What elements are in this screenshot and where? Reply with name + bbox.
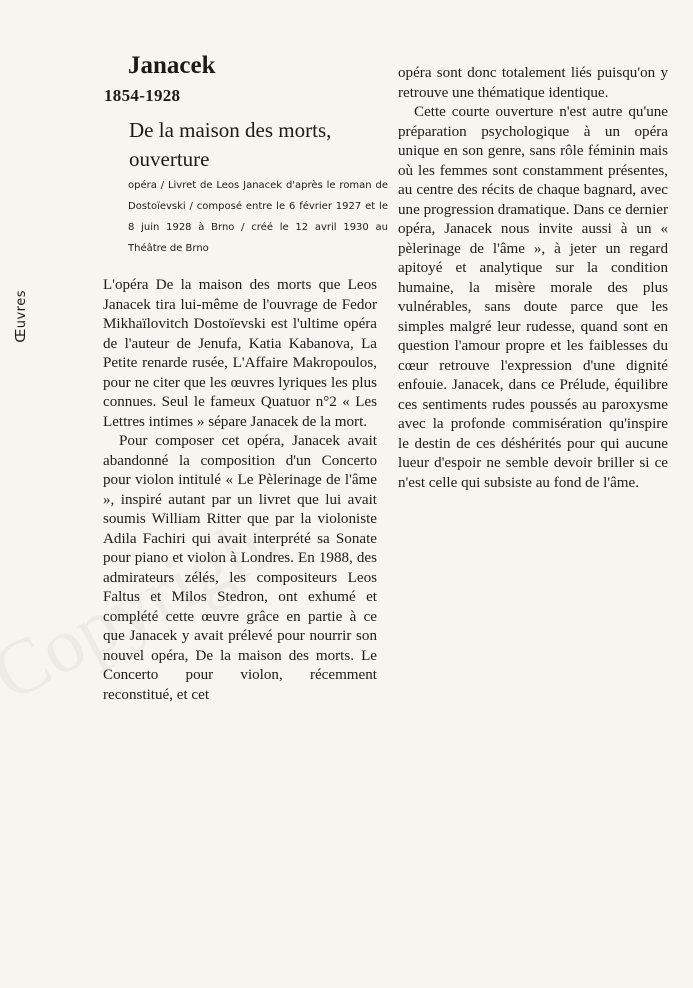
- composer-name: Janacek: [128, 52, 216, 79]
- paragraph: opéra sont donc totalement liés puisqu'on y retrouve une thématique identique.: [398, 65, 668, 101]
- paragraph: Cette courte ouverture n'est autre qu'une préparation psychologique à un opéra unique en son genre, sans rôle féminin mais où les femmes sont constamment présentes, au centre des récits de chaque bagnard, avec une progression dramatique. Dans ce dernier opéra, Janacek nous invite aussi à un « pèlerinage de l'âme », à jeter un regard apitoyé et analytique sur la condition humaine, la misère morale des plus vulnérables, sans doute parce que les simples malgré leur rudesse, quand sont en question l'amour propre et les faiblesses du cœur retrouve l'expression d'une dignité enfouie. Janacek, dans ce Prélude, équilibre ces sentiments rudes poussés au paroxysme avec la profonde commisération qu'inspire le destin de ces déshérités pour qui aucune lueur d'espoir ne semble devoir briller si ce n'est celle qui subsiste au fond de l'âme.: [398, 104, 668, 491]
- work-info: opéra / Livret de Leos Janacek d'après le roman de Dostoïevski / composé entre le 6 février 1927 et le 8 juin 1928 à Brno / créé le 12 avril 1930 au Théâtre de Brno: [128, 180, 388, 254]
- right-text-column: [398, 64, 668, 493]
- work-title: De la maison des morts, ouverture: [129, 118, 332, 171]
- section-side-label: Œuvres: [14, 290, 29, 343]
- paragraph: Pour composer cet opéra, Janacek avait abandonné la composition d'un Concerto pour violon intitulé « Le Pèlerinage de l'âme », inspiré autant par un livret que lui avait soumis William Ritter que par la violoniste Adila Fachiri qui avait interprété sa Sonate pour piano et violon à Londres. En 1988, des admirateurs zélés, les compositeurs Leos Faltus et Milos Stedron, ont exhumé et complété cette œuvre grâce en partie à ce que Janacek y avait prélevé pour nourrir son nouvel opéra, De la maison des morts. Le Concerto pour violon, récemment reconstitué, et cet: [103, 433, 377, 703]
- paragraph: L'opéra De la maison des morts que Leos Janacek tira lui-même de l'ouvrage de Fedor Mikhaïlovitch Dostoïevski est l'ultime opéra de l'auteur de Jenufa, Katia Kabanova, La Petite renarde rusée, L'Affaire Makropoulos, pour ne citer que les œuvres lyriques les plus connues. Seul le fameux Quatuor n°2 « Les Lettres intimes » sépare Janacek de la mort.: [103, 277, 377, 430]
- left-text-column: [103, 276, 377, 705]
- composer-dates: 1854-1928: [104, 86, 181, 105]
